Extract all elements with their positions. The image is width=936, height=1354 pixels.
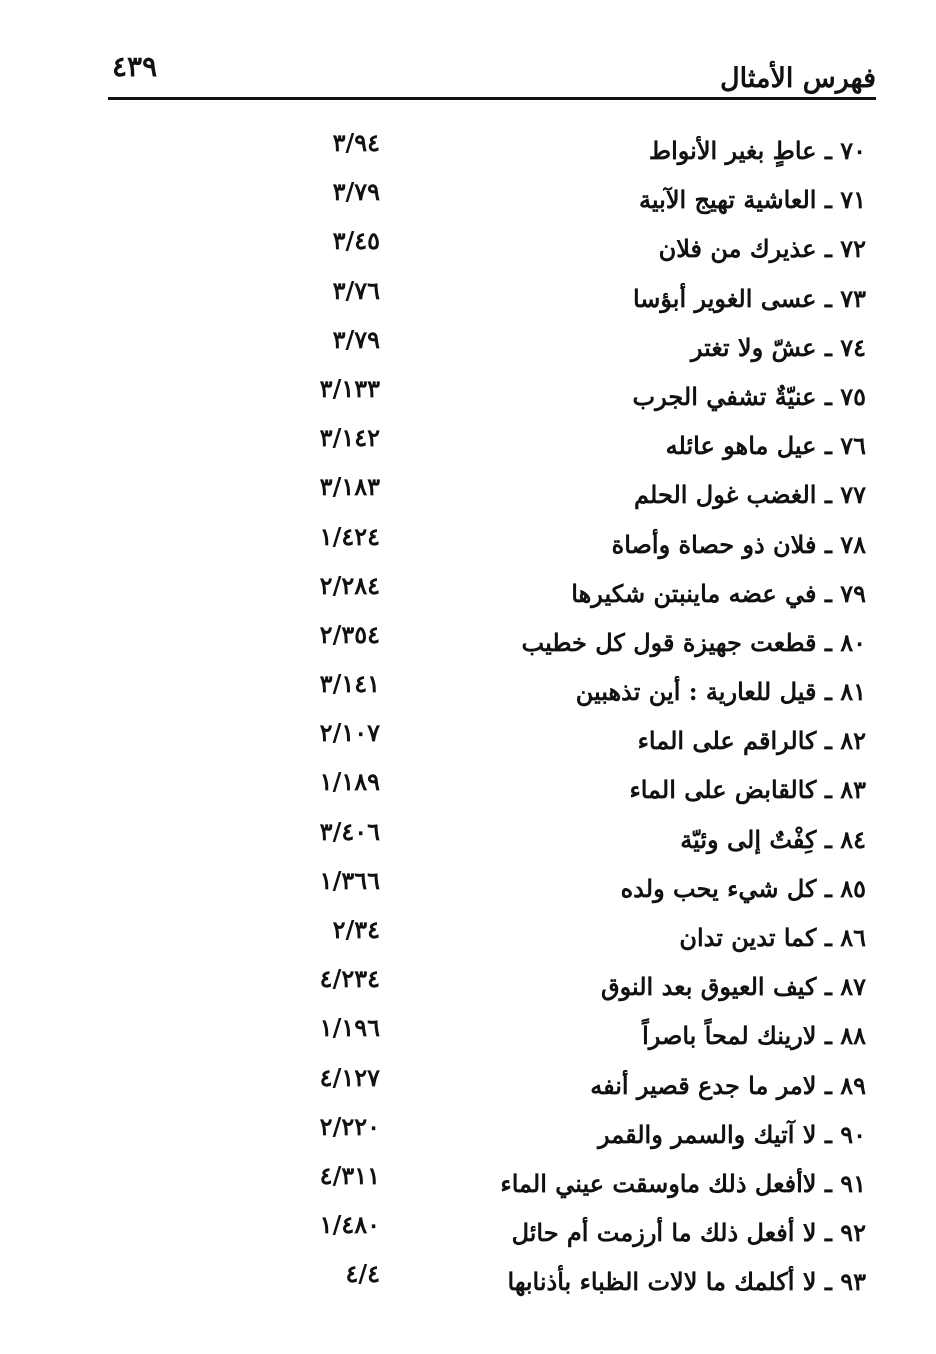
volume-page-ref: ٣/١٣٣ [319,373,380,403]
proverb-text: ٧٢ ـ عذيرك من فلان [658,234,866,264]
index-entry [0,1013,936,1066]
running-head-title: فهرس الأمثال [720,63,876,94]
page-header [108,48,876,102]
proverb-text: ٨٥ ـ كل شيء يحب ولده [620,873,866,903]
proverb-text: ٨٩ ـ لامر ما جدع قصير أنفه [590,1070,866,1100]
index-entry [0,373,936,427]
index-entry [0,816,936,870]
volume-page-ref: ٣/١٤٢ [319,423,380,453]
index-entry [0,718,936,771]
volume-page-ref: ٤/٢٣٤ [319,964,380,994]
proverb-text: ٨٢ ـ كالراقم على الماء [637,726,866,756]
index-entry [0,275,936,329]
index-entry [0,423,936,476]
volume-page-ref: ٢/٣٥٤ [319,619,380,649]
proverb-text: ٩٠ ـ لا آتيك والسمر والقمر [597,1119,866,1149]
volume-page-ref: ٣/٩٤ [332,128,380,157]
index-entry [0,767,936,820]
index-entry [0,915,936,968]
volume-page-ref: ٢/٢٨٤ [319,570,380,600]
volume-page-ref: ٣/٧٩ [332,324,380,354]
proverb-text: ٧٩ ـ في عضه ماينبتن شكيرها [571,578,866,608]
proverb-text: ٩٣ ـ لا أكلمك ما لالات الظباء بأذنابها [507,1267,866,1297]
proverb-text: ٨٨ ـ لارينك لمحاً باصراً [642,1021,866,1051]
proverb-text: ٧٤ ـ عشّ ولا تغتر [690,332,866,362]
volume-page-ref: ٣/٤٥ [332,226,380,256]
volume-page-ref: ٤/٤ [345,1259,380,1289]
index-entry [0,128,936,181]
index-entry [0,472,936,525]
index-entry [0,1062,936,1116]
index-entry [0,1210,936,1263]
proverb-text: ٨٠ ـ قطعت جهيزة قول كل خطيب [521,627,866,657]
index-entry [0,1259,936,1312]
index-entry [0,619,936,673]
index-entry [0,1160,936,1214]
volume-page-ref: ٣/١٨٣ [319,472,380,502]
header-rule [108,97,876,100]
volume-page-ref: ١/١٨٩ [319,767,380,797]
proverb-text: ٧٧ ـ الغضب غول الحلم [634,480,866,510]
index-entry [0,570,936,624]
proverb-text: ٨٧ ـ كيف العيوق بعد النوق [600,972,866,1002]
volume-page-ref: ٢/١٠٧ [319,718,380,748]
proverb-text: ٧١ ـ العاشية تهيج الآبية [639,185,866,215]
index-entry [0,964,936,1017]
proverb-index-list [0,128,936,1313]
proverb-text: ٧٣ ـ عسى الغوير أبؤسا [632,283,866,313]
index-entry [0,177,936,230]
index-entry [0,669,936,722]
page-number: ٤٣٩ [112,50,158,83]
proverb-text: ٨٤ ـ كِفْتٌ إلى وئيّة [680,824,866,854]
proverb-text: ٩١ ـ لاأفعل ذلك ماوسقت عيني الماء [500,1168,866,1198]
proverb-text: ٧٠ ـ عاطٍ بغير الأنواط [648,136,866,165]
index-entry [0,324,936,378]
volume-page-ref: ٣/١٤١ [319,669,380,699]
proverb-text: ٧٥ ـ عنيّةٌ تشفي الجرب [632,381,866,411]
index-entry [0,865,936,919]
index-entry [0,226,936,279]
volume-page-ref: ١/٤٨٠ [319,1210,380,1240]
volume-page-ref: ٣/٧٩ [332,177,380,207]
volume-page-ref: ٣/٧٦ [332,275,380,305]
proverb-text: ٨٣ ـ كالقابض على الماء [629,775,866,805]
volume-page-ref: ١/٤٢٤ [319,521,380,551]
volume-page-ref: ٣/٤٠٦ [319,816,380,846]
volume-page-ref: ١/٣٦٦ [319,865,380,895]
proverb-text: ٨١ ـ قيل للعارية : أين تذهبين [575,677,866,707]
proverb-text: ٨٦ ـ كما تدين تدان [679,923,866,952]
volume-page-ref: ٤/٣١١ [319,1160,380,1190]
proverb-text: ٧٦ ـ عيل ماهو عائله [665,431,866,461]
volume-page-ref: ١/١٩٦ [319,1013,380,1043]
index-entry [0,1111,936,1165]
volume-page-ref: ٢/٣٤ [332,915,380,944]
volume-page-ref: ٢/٢٢٠ [319,1111,380,1141]
proverb-text: ٧٨ ـ فلان ذو حصاة وأصاة [611,529,866,559]
volume-page-ref: ٤/١٢٧ [319,1062,380,1092]
proverb-text: ٩٢ ـ لا أفعل ذلك ما أرزمت أم حائل [511,1218,866,1248]
index-entry [0,521,936,575]
